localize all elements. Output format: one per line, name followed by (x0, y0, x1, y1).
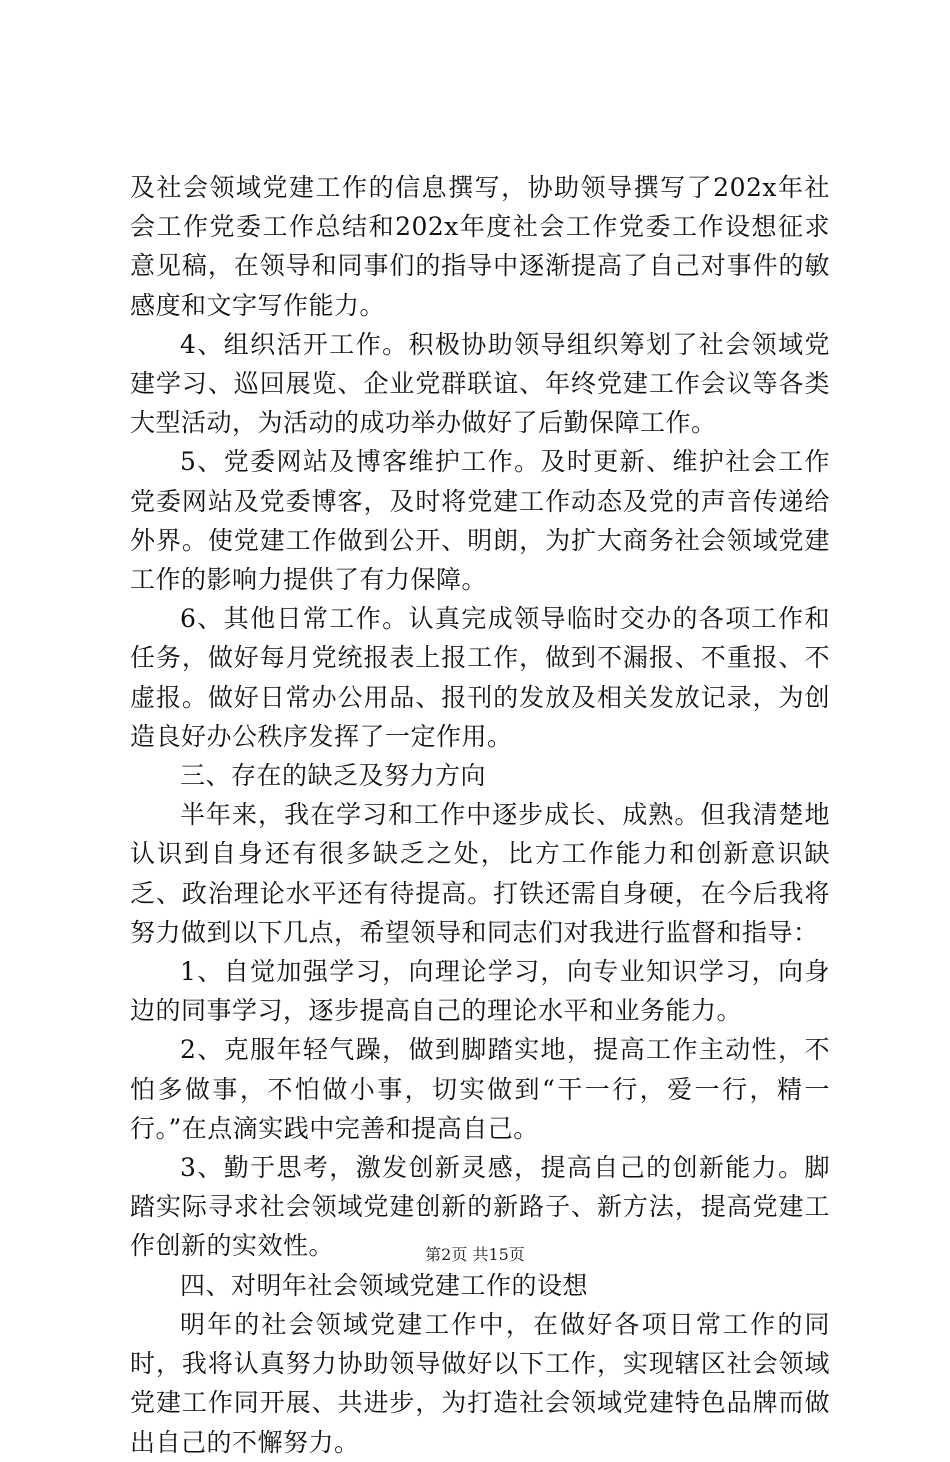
paragraph-3: 5、党委网站及博客维护工作。及时更新、维护社会工作党委网站及党委博客，及时将党建工作动态及党的声音传递给外界。使党建工作做到公开、明朗，为扩大商务社会领域党建工作的影响力提供了有力保障。 (130, 447, 830, 595)
paragraph-1: 及社会领域党建工作的信息撰写，协助领导撰写了202x年社会工作党委工作总结和202x年度社会工作党委工作设想征求意见稿，在领导和同事们的指导中逐渐提高了自己对事件的敏感度和文字写作能力。 (130, 173, 830, 320)
page-number-indicator: 第2页 共15页 (425, 1245, 525, 1264)
document-body (130, 168, 830, 1462)
paragraph-6: 半年来，我在学习和工作中逐步成长、成熟。但我清楚地认识到自身还有很多缺乏之处，比方工作能力和创新意识缺乏、政治理论水平还有待提高。打铁还需自身硬，在今后我将努力做到以下几点，希望领导和同志们对我进行监督和指导： (130, 800, 830, 947)
paragraph-7: 1、自觉加强学习，向理论学习，向专业知识学习，向身边的同事学习，逐步提高自己的理论水平和业务能力。 (130, 957, 830, 1026)
paragraph-9: 3、勤于思考，激发创新灵感，提高自己的创新能力。脚踏实际寻求社会领域党建创新的新路子、新方法，提高党建工作创新的实效性。 (130, 1153, 830, 1261)
paragraph-11: 明年的社会领域党建工作中，在做好各项日常工作的同时，我将认真努力协助领导做好以下工作，实现辖区社会领域党建工作同开展、共进步，为打造社会领域党建特色品牌而做出自己的不懈努力。 (130, 1309, 830, 1457)
paragraph-2: 4、组织活开工作。积极协助领导组织筹划了社会领域党建学习、巡回展览、企业党群联谊、年终党建工作会议等各类大型活动，为活动的成功举办做好了后勤保障工作。 (130, 329, 830, 438)
section-heading-4: 四、对明年社会领域党建工作的设想 (180, 1270, 589, 1300)
section-heading-3: 三、存在的缺乏及努力方向 (180, 761, 487, 791)
paragraph-8: 2、克服年轻气躁，做到脚踏实地，提高工作主动性，不怕多做事，不怕做小事，切实做到“干一行，爱一行，精一行。”在点滴实践中完善和提高自己。 (130, 1035, 830, 1143)
paragraph-4: 6、其他日常工作。认真完成领导临时交办的各项工作和任务，做好每月党统报表上报工作，做到不漏报、不重报、不虚报。做好日常办公用品、报刊的发放及相关发放记录，为创造良好办公秩序发挥了一定作用。 (130, 604, 830, 751)
page-footer (0, 1242, 950, 1265)
